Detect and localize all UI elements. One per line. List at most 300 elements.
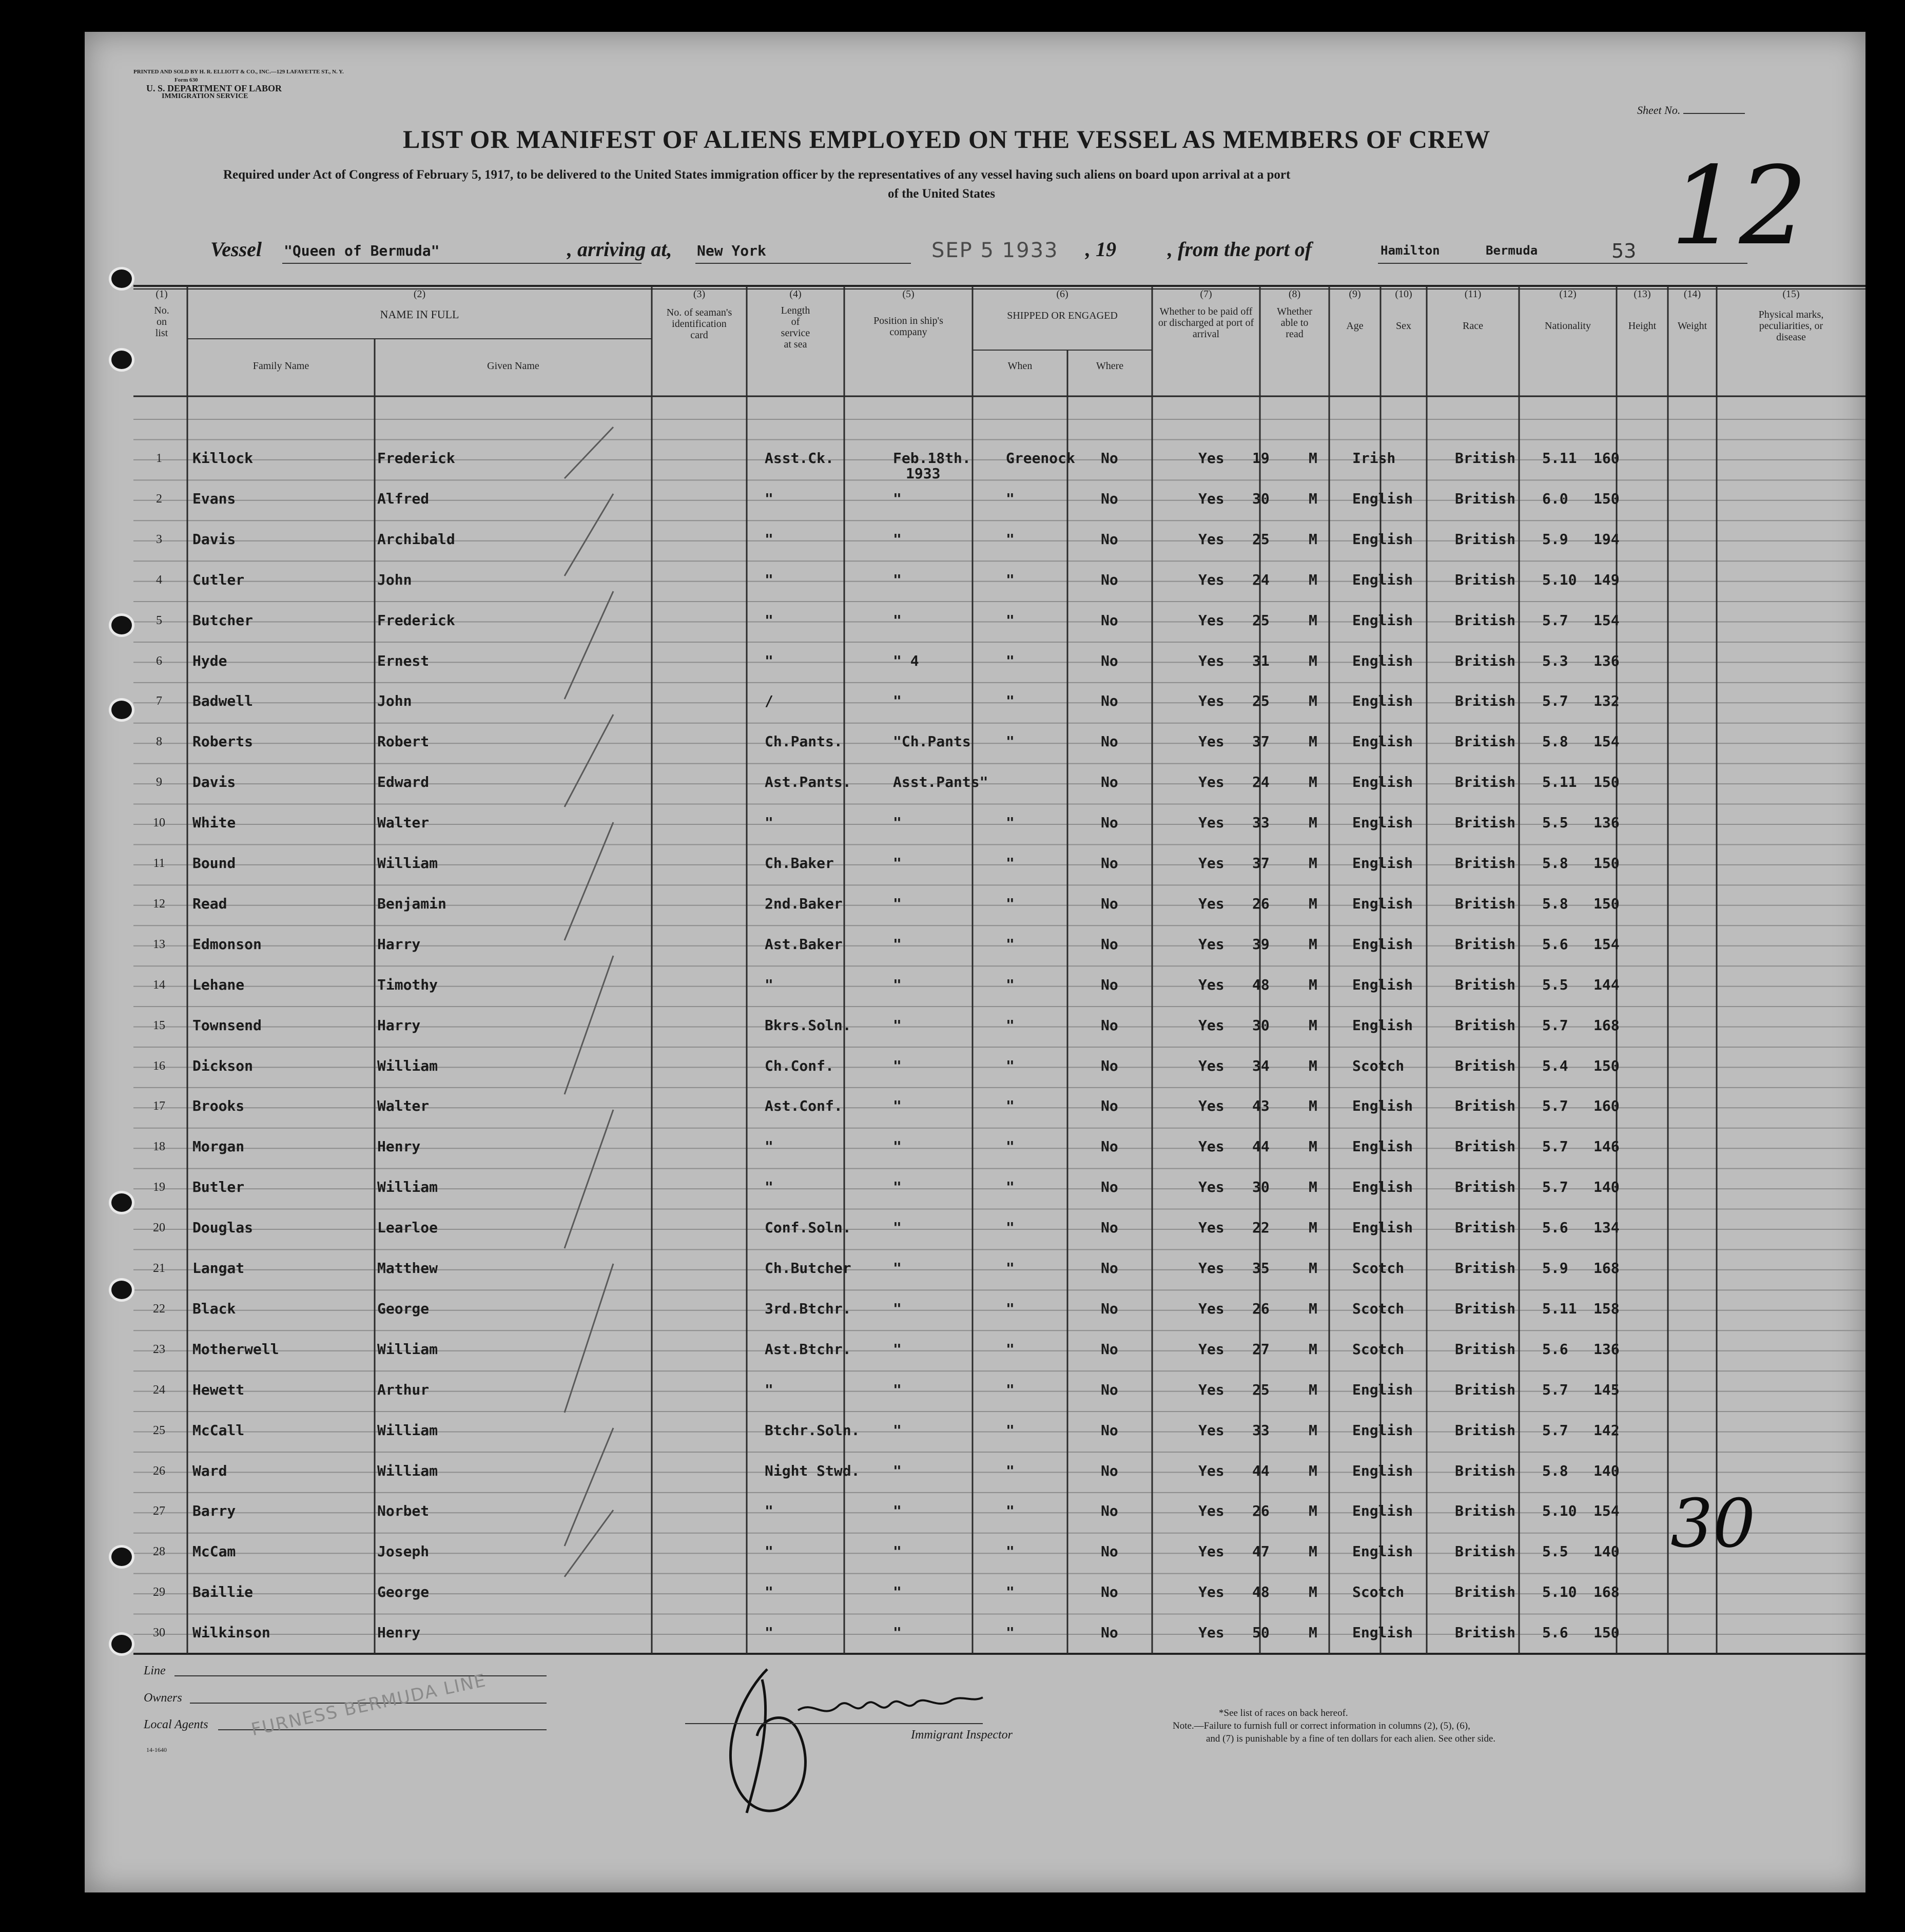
- sex: M: [1309, 1057, 1317, 1074]
- height: 5.8: [1542, 733, 1568, 750]
- shipped-when: ": [893, 1543, 902, 1560]
- shipped-where: ": [1006, 1462, 1015, 1479]
- col4-num: (4): [789, 288, 802, 300]
- year-label: , 19: [1085, 238, 1116, 261]
- sex: M: [1309, 692, 1317, 710]
- given-name: Learloe: [377, 1219, 438, 1237]
- paid-off: No: [1101, 1260, 1118, 1277]
- shipped-where: ": [1006, 652, 1015, 669]
- shipped-when: ": [893, 1340, 902, 1358]
- shipped-where: ": [1006, 1502, 1015, 1520]
- col14-num: (14): [1683, 288, 1701, 300]
- paid-off: No: [1101, 814, 1118, 832]
- col5-label: Position in ship's company: [873, 315, 943, 338]
- col12-num: (12): [1559, 288, 1577, 300]
- row-number: 8: [156, 735, 162, 749]
- col7-num: (7): [1200, 288, 1212, 300]
- row-number: 19: [153, 1181, 165, 1194]
- col13-label: Height: [1628, 320, 1657, 332]
- race: English: [1352, 490, 1413, 507]
- given-name: William: [377, 1178, 438, 1196]
- binder-hole: [109, 698, 134, 722]
- col2-num: (2): [413, 288, 426, 300]
- binder-hole: [109, 1278, 134, 1302]
- shipped-when-year: 1933: [906, 465, 941, 482]
- row-number: 17: [153, 1099, 165, 1113]
- age: 35: [1252, 1260, 1270, 1277]
- sex: M: [1309, 895, 1317, 912]
- arriving-label: , arriving at,: [567, 238, 672, 261]
- family-name: Lehane: [192, 976, 245, 993]
- able-to-read: Yes: [1198, 530, 1224, 548]
- row-number: 10: [153, 816, 165, 830]
- race: English: [1352, 692, 1413, 710]
- height: 5.5: [1542, 814, 1568, 832]
- row-number: 30: [153, 1626, 165, 1640]
- weight: 158: [1593, 1300, 1620, 1317]
- paid-off: No: [1101, 1057, 1118, 1074]
- paid-off: No: [1101, 692, 1118, 710]
- shipped-where: ": [1006, 1624, 1015, 1641]
- shipped-when: ": [893, 571, 902, 588]
- shipped-where: ": [1006, 611, 1015, 629]
- col15-label: Physical marks, peculiarities, or disease: [1758, 309, 1824, 343]
- arriving-port: New York: [697, 242, 766, 259]
- shipped-when: ": [893, 1178, 902, 1196]
- row-number: 21: [153, 1262, 165, 1275]
- shipped-where: ": [1006, 976, 1015, 993]
- position: ": [765, 1624, 773, 1641]
- check-mark: [565, 427, 613, 478]
- sex: M: [1309, 935, 1317, 953]
- family-name: Hewett: [192, 1381, 245, 1398]
- paid-off: No: [1101, 530, 1118, 548]
- able-to-read: Yes: [1198, 1260, 1224, 1277]
- shipped-when: "Ch.Pants: [893, 733, 971, 750]
- height: 5.9: [1542, 1260, 1568, 1277]
- nationality: British: [1455, 1462, 1516, 1479]
- given-name: William: [377, 1057, 438, 1074]
- shipped-where: ": [1006, 1300, 1015, 1317]
- family-name: Townsend: [192, 1016, 262, 1034]
- given-name: Ernest: [377, 652, 430, 669]
- sex: M: [1309, 652, 1317, 669]
- position: Conf.Soln.: [765, 1219, 851, 1237]
- race: English: [1352, 652, 1413, 669]
- shipped-where: ": [1006, 1057, 1015, 1074]
- department: U. S. DEPARTMENT OF LABOR: [146, 83, 282, 93]
- paid-off: No: [1101, 1300, 1118, 1317]
- handwritten-sheet-number: 12: [1670, 143, 1808, 269]
- col9-label: Age: [1346, 320, 1364, 332]
- col7-label: Whether to be paid off or discharged at port of arrival: [1158, 306, 1254, 340]
- footer-owners-label: Owners: [144, 1691, 182, 1705]
- position: ": [765, 1381, 773, 1398]
- check-mark: [565, 956, 613, 1094]
- height: 5.7: [1542, 1016, 1568, 1034]
- family-name: Read: [192, 895, 227, 912]
- weight: 150: [1593, 774, 1620, 791]
- shipped-when: ": [893, 1300, 902, 1317]
- weight: 154: [1593, 935, 1620, 953]
- family-name: Killock: [192, 450, 254, 467]
- paid-off: No: [1101, 774, 1118, 791]
- able-to-read: Yes: [1198, 611, 1224, 629]
- paid-off: No: [1101, 895, 1118, 912]
- col6-where-header: Where: [1096, 360, 1124, 372]
- paid-off: No: [1101, 1097, 1118, 1115]
- weight: 168: [1593, 1016, 1620, 1034]
- age: 19: [1252, 450, 1270, 467]
- given-name: John: [377, 571, 412, 588]
- race: English: [1352, 1016, 1413, 1034]
- nationality: British: [1455, 1421, 1516, 1439]
- weight: 150: [1593, 855, 1620, 872]
- sex: M: [1309, 855, 1317, 872]
- paid-off: No: [1101, 1502, 1118, 1520]
- family-name: Roberts: [192, 733, 254, 750]
- row-number: 7: [156, 694, 162, 708]
- given-name: Arthur: [377, 1381, 430, 1398]
- shipped-where: ": [1006, 1421, 1015, 1439]
- able-to-read: Yes: [1198, 1624, 1224, 1641]
- nationality: British: [1455, 1219, 1516, 1237]
- weight: 194: [1593, 530, 1620, 548]
- footer-form-code: 14-1640: [146, 1746, 167, 1753]
- age: 26: [1252, 895, 1270, 912]
- position: ": [765, 976, 773, 993]
- col15-num: (15): [1782, 288, 1800, 300]
- given-name: William: [377, 855, 438, 872]
- height: 5.6: [1542, 1340, 1568, 1358]
- row-number: 5: [156, 613, 162, 627]
- sex: M: [1309, 1583, 1317, 1601]
- height: 5.7: [1542, 1097, 1568, 1115]
- able-to-read: Yes: [1198, 1381, 1224, 1398]
- family-name: Cutler: [192, 571, 245, 588]
- age: 25: [1252, 611, 1270, 629]
- age: 30: [1252, 1016, 1270, 1034]
- shipped-when: ": [893, 1138, 902, 1155]
- family-name: Dickson: [192, 1057, 254, 1074]
- race: English: [1352, 1421, 1413, 1439]
- height: 5.10: [1542, 571, 1577, 588]
- position: ": [765, 490, 773, 507]
- manifest-sheet: [85, 32, 1865, 1892]
- shipped-where: ": [1006, 490, 1015, 507]
- shipped-when: ": [893, 530, 902, 548]
- nationality: British: [1455, 1260, 1516, 1277]
- age: 33: [1252, 814, 1270, 832]
- weight: 149: [1593, 571, 1620, 588]
- paid-off: No: [1101, 1583, 1118, 1601]
- from-label: , from the port of: [1168, 238, 1312, 261]
- shipped-where: ": [1006, 692, 1015, 710]
- given-name: Matthew: [377, 1260, 438, 1277]
- col10-num: (10): [1395, 288, 1412, 300]
- nationality: British: [1455, 855, 1516, 872]
- able-to-read: Yes: [1198, 774, 1224, 791]
- position: ": [765, 1178, 773, 1196]
- shipped-where: ": [1006, 1219, 1015, 1237]
- sex: M: [1309, 1624, 1317, 1641]
- paid-off: No: [1101, 1462, 1118, 1479]
- able-to-read: Yes: [1198, 895, 1224, 912]
- row-number: 28: [153, 1545, 165, 1559]
- height: 5.10: [1542, 1583, 1577, 1601]
- col1-label: No. on list: [154, 305, 169, 339]
- nationality: British: [1455, 1340, 1516, 1358]
- given-name: Benjamin: [377, 895, 446, 912]
- weight: 134: [1593, 1219, 1620, 1237]
- age: 30: [1252, 1178, 1270, 1196]
- weight: 168: [1593, 1260, 1620, 1277]
- family-name: Davis: [192, 774, 236, 791]
- weight: 140: [1593, 1178, 1620, 1196]
- shipped-where: ": [1006, 1381, 1015, 1398]
- family-name: Morgan: [192, 1138, 245, 1155]
- shipped-where: ": [1006, 855, 1015, 872]
- age: 48: [1252, 1583, 1270, 1601]
- row-number: 20: [153, 1221, 165, 1235]
- sex: M: [1309, 611, 1317, 629]
- given-name: George: [377, 1583, 430, 1601]
- shipped-where: Greenock: [1006, 450, 1075, 467]
- nationality: British: [1455, 1097, 1516, 1115]
- age: 48: [1252, 976, 1270, 993]
- identification-check-marks: [85, 32, 1865, 1892]
- paid-off: No: [1101, 976, 1118, 993]
- paid-off: No: [1101, 1178, 1118, 1196]
- row-number: 26: [153, 1464, 165, 1478]
- height: 5.5: [1542, 1543, 1568, 1560]
- paid-off: No: [1101, 855, 1118, 872]
- paid-off: No: [1101, 450, 1118, 467]
- position: ": [765, 1583, 773, 1601]
- able-to-read: Yes: [1198, 450, 1224, 467]
- able-to-read: Yes: [1198, 733, 1224, 750]
- shipped-where: ": [1006, 530, 1015, 548]
- race: English: [1352, 733, 1413, 750]
- shipped-where: ": [1006, 814, 1015, 832]
- paid-off: No: [1101, 1016, 1118, 1034]
- col8-num: (8): [1288, 288, 1301, 300]
- age: 47: [1252, 1543, 1270, 1560]
- given-name: John: [377, 692, 412, 710]
- position: ": [765, 611, 773, 629]
- sex: M: [1309, 1178, 1317, 1196]
- height: 5.6: [1542, 935, 1568, 953]
- family-name: Evans: [192, 490, 236, 507]
- height: 6.0: [1542, 490, 1568, 507]
- given-name: Walter: [377, 1097, 430, 1115]
- position: Ch.Conf.: [765, 1057, 834, 1074]
- position: Btchr.Soln.: [765, 1421, 860, 1439]
- col4-label: Length of service at sea: [781, 305, 810, 350]
- vessel-name: "Queen of Bermuda": [284, 242, 440, 259]
- race: English: [1352, 895, 1413, 912]
- row-number: 13: [153, 937, 165, 951]
- shipped-where: ": [1006, 1097, 1015, 1115]
- nationality: British: [1455, 692, 1516, 710]
- age: 43: [1252, 1097, 1270, 1115]
- col12-label: Nationality: [1545, 320, 1591, 332]
- nationality: British: [1455, 571, 1516, 588]
- paid-off: No: [1101, 571, 1118, 588]
- sex: M: [1309, 1260, 1317, 1277]
- nationality: British: [1455, 1502, 1516, 1520]
- height: 5.11: [1542, 774, 1577, 791]
- shipped-where: ": [1006, 1178, 1015, 1196]
- col2-given-header: Given Name: [487, 360, 539, 372]
- weight: 142: [1593, 1421, 1620, 1439]
- age: 24: [1252, 571, 1270, 588]
- sex: M: [1309, 1421, 1317, 1439]
- paid-off: No: [1101, 611, 1118, 629]
- height: 5.7: [1542, 1178, 1568, 1196]
- weight: 140: [1593, 1462, 1620, 1479]
- able-to-read: Yes: [1198, 652, 1224, 669]
- given-name: William: [377, 1421, 438, 1439]
- shipped-when: ": [893, 1502, 902, 1520]
- family-name: Badwell: [192, 692, 254, 710]
- col14-label: Weight: [1677, 320, 1707, 332]
- given-name: Harry: [377, 1016, 421, 1034]
- position: Ch.Pants.: [765, 733, 843, 750]
- height: 5.7: [1542, 1381, 1568, 1398]
- note-line1: Note.—Failure to furnish full or correct information in columns (2), (5), (6),: [1173, 1721, 1470, 1731]
- race: English: [1352, 774, 1413, 791]
- position: Ast.Baker: [765, 935, 843, 953]
- able-to-read: Yes: [1198, 814, 1224, 832]
- subtitle-line2: of the United States: [888, 187, 996, 201]
- weight: 160: [1593, 450, 1620, 467]
- able-to-read: Yes: [1198, 1543, 1224, 1560]
- height: 5.9: [1542, 530, 1568, 548]
- age: 24: [1252, 774, 1270, 791]
- height: 5.6: [1542, 1624, 1568, 1641]
- nationality: British: [1455, 1543, 1516, 1560]
- given-name: Norbet: [377, 1502, 430, 1520]
- check-mark: [565, 822, 613, 940]
- nationality: British: [1455, 1178, 1516, 1196]
- sex: M: [1309, 1097, 1317, 1115]
- race: English: [1352, 1624, 1413, 1641]
- subtitle-line1: Required under Act of Congress of February 5, 1917, to be delivered to the United States immigration officer by the representatives of any vessel having such aliens on board upon arrival at a port: [223, 168, 1291, 182]
- shipped-when: ": [893, 855, 902, 872]
- position: Ast.Conf.: [765, 1097, 843, 1115]
- position: 2nd.Baker: [765, 895, 843, 912]
- paid-off: No: [1101, 1381, 1118, 1398]
- given-name: Frederick: [377, 450, 455, 467]
- shipped-where: ": [1006, 1543, 1015, 1560]
- col3-label: No. of seaman's identification card: [666, 307, 732, 341]
- weight: 150: [1593, 1624, 1620, 1641]
- paid-off: No: [1101, 652, 1118, 669]
- paid-off: No: [1101, 1543, 1118, 1560]
- col6-label: SHIPPED OR ENGAGED: [1007, 310, 1118, 321]
- sex: M: [1309, 814, 1317, 832]
- row-number: 3: [156, 532, 162, 546]
- col11-label: Race: [1463, 320, 1483, 332]
- sex: M: [1309, 733, 1317, 750]
- given-name: Timothy: [377, 976, 438, 993]
- handwritten-total: 30: [1670, 1484, 1756, 1562]
- col9-num: (9): [1349, 288, 1361, 300]
- date-stamp: SEP 5 1933: [931, 239, 1059, 262]
- age: 50: [1252, 1624, 1270, 1641]
- note-line2: and (7) is punishable by a fine of ten dollars for each alien. See other side.: [1206, 1733, 1496, 1744]
- shipped-when: ": [893, 490, 902, 507]
- printer-line: PRINTED AND SOLD BY H. R. ELLIOTT & CO., INC.—129 LAFAYETTE ST., N. Y.: [133, 69, 344, 75]
- position: Night Stwd.: [765, 1462, 860, 1479]
- age: 37: [1252, 733, 1270, 750]
- race: English: [1352, 571, 1413, 588]
- race: English: [1352, 976, 1413, 993]
- binder-hole: [109, 267, 134, 291]
- age: 25: [1252, 530, 1270, 548]
- col6-when-header: When: [1007, 360, 1033, 372]
- sex: M: [1309, 1340, 1317, 1358]
- position: ": [765, 530, 773, 548]
- able-to-read: Yes: [1198, 1340, 1224, 1358]
- race: Scotch: [1352, 1057, 1405, 1074]
- nationality: British: [1455, 1016, 1516, 1034]
- age: 25: [1252, 1381, 1270, 1398]
- position: Ch.Butcher: [765, 1260, 851, 1277]
- service: IMMIGRATION SERVICE: [162, 92, 248, 100]
- family-name: White: [192, 814, 236, 832]
- family-name: Brooks: [192, 1097, 245, 1115]
- age: 25: [1252, 692, 1270, 710]
- given-name: Alfred: [377, 490, 430, 507]
- row-number: 15: [153, 1018, 165, 1032]
- shipped-when: " 4: [893, 652, 919, 669]
- height: 5.7: [1542, 692, 1568, 710]
- paid-off: No: [1101, 1219, 1118, 1237]
- binder-hole: [109, 1191, 134, 1214]
- shipped-where: ": [1006, 1138, 1015, 1155]
- shipped-when: ": [893, 1260, 902, 1277]
- list-number: 53: [1611, 240, 1637, 262]
- position: 3rd.Btchr.: [765, 1300, 851, 1317]
- nationality: British: [1455, 450, 1516, 467]
- able-to-read: Yes: [1198, 1138, 1224, 1155]
- weight: 132: [1593, 692, 1620, 710]
- binder-hole: [109, 613, 134, 637]
- sex: M: [1309, 1016, 1317, 1034]
- nationality: British: [1455, 1300, 1516, 1317]
- col5-num: (5): [902, 288, 915, 300]
- position: ": [765, 1543, 773, 1560]
- age: 37: [1252, 855, 1270, 872]
- able-to-read: Yes: [1198, 1057, 1224, 1074]
- sex: M: [1309, 1138, 1317, 1155]
- row-number: 4: [156, 573, 162, 587]
- row-number: 22: [153, 1302, 165, 1316]
- nationality: British: [1455, 490, 1516, 507]
- race: English: [1352, 935, 1413, 953]
- height: 5.5: [1542, 976, 1568, 993]
- able-to-read: Yes: [1198, 1502, 1224, 1520]
- race: English: [1352, 530, 1413, 548]
- from-country: Bermuda: [1486, 243, 1538, 258]
- able-to-read: Yes: [1198, 1300, 1224, 1317]
- row-number: 6: [156, 654, 162, 668]
- given-name: Henry: [377, 1624, 421, 1641]
- height: 5.7: [1542, 1138, 1568, 1155]
- row-number: 23: [153, 1342, 165, 1356]
